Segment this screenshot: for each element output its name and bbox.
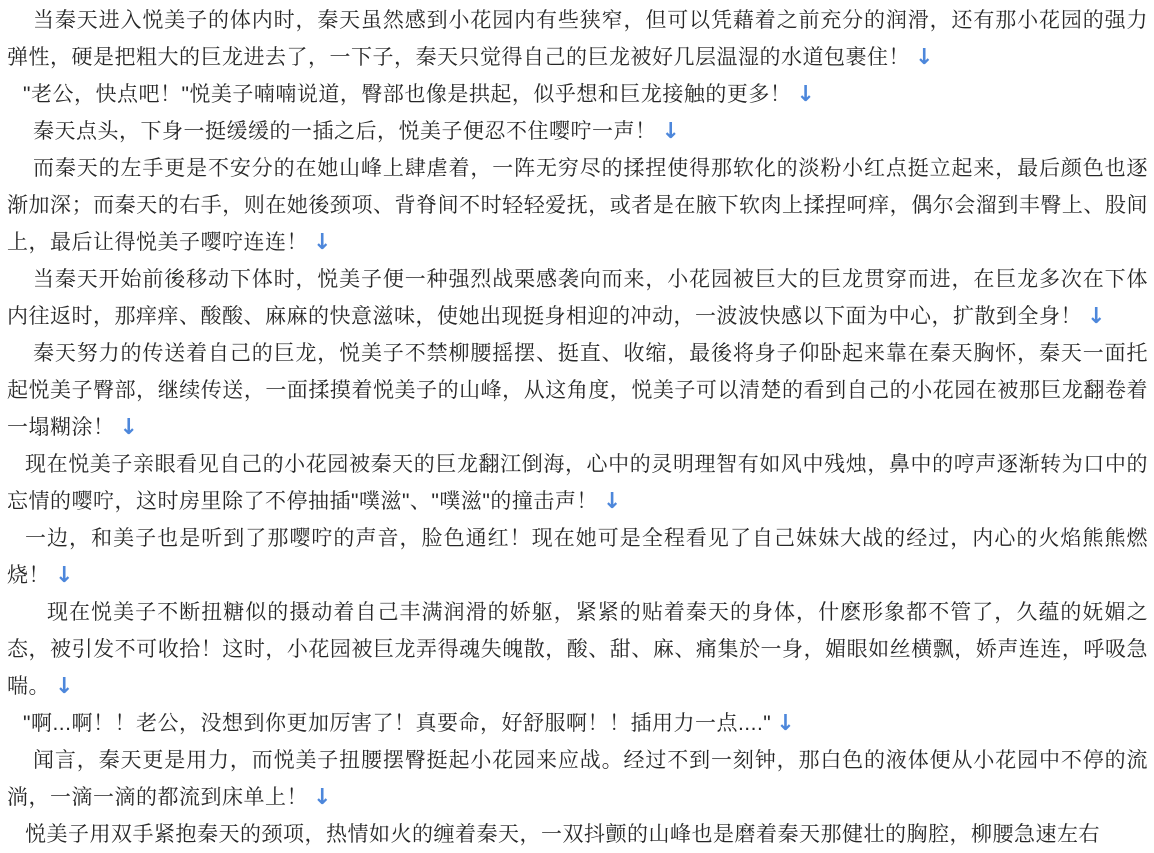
line-break-arrow-icon: ↓: [313, 785, 332, 810]
line-break-arrow-icon: ↓: [313, 230, 332, 255]
line-break-arrow-icon: ↓: [796, 82, 816, 107]
paragraph: [7, 113, 1148, 150]
paragraph-text: 当秦天进入悦美子的体内时，秦天虽然感到小花园内有些狭窄，但可以凭藉着之前充分的润滑，还有那小花园的强力弹性，硬是把粗大的巨龙进去了，一下子，秦天只觉得自己的巨龙被好几层温湿的水道包裹住！: [7, 9, 1148, 69]
paragraph-text: "老公，快点吧！"悦美子喃喃说道，臀部也像是拱起，似乎想和巨龙接触的更多！: [23, 83, 792, 106]
paragraph-text: "啊...啊！！老公，没想到你更加厉害了！真要命，好舒服啊！！插用力一点....": [23, 712, 772, 735]
paragraph: [7, 520, 1148, 594]
paragraph: [7, 742, 1148, 816]
line-break-arrow-icon: ↓: [119, 415, 139, 440]
paragraph: [7, 261, 1148, 335]
paragraph-text: 一边，和美子也是听到了那嘤咛的声音，脸色通红！现在她可是全程看见了自己妹妹大战的经过，内心的火焰熊熊燃烧！: [7, 527, 1148, 587]
line-break-arrow-icon: ↓: [661, 119, 681, 144]
paragraph-text: 悦美子用双手紧抱秦天的颈项，热情如火的缠着秦天，一双抖颤的山峰也是磨着秦天那健壮的胸腔，柳腰急速左右: [25, 823, 1100, 846]
paragraph: [7, 76, 1148, 113]
paragraph: [7, 705, 1148, 742]
paragraph: [7, 150, 1148, 261]
line-break-arrow-icon: ↓: [776, 711, 796, 736]
paragraph-text: 而秦天的左手更是不安分的在她山峰上肆虐着，一阵无穷尽的揉捏使得那软化的淡粉小红点挺立起来，最后颜色也逐渐加深；而秦天的右手，则在她後颈项、背脊间不时轻轻爱抚，或者是在腋下软肉上揉捏呵痒，偶尔会溜到丰臀上、股间上，最后让得悦美子嘤咛连连！: [7, 157, 1148, 254]
paragraph-text: 闻言，秦天更是用力，而悦美子扭腰摆臀挺起小花园来应战。经过不到一刻钟，那白色的液体便从小花园中不停的流淌，一滴一滴的都流到床单上！: [7, 749, 1148, 809]
line-break-arrow-icon: ↓: [602, 489, 622, 514]
paragraph-text: 现在悦美子不断扭糖似的摄动着自己丰满润滑的娇躯，紧紧的贴着秦天的身体，什麽形象都不管了，久蕴的妩媚之态，被引发不可收拾！这时，小花园被巨龙弄得魂失魄散，酸、甜、麻、痛集於一身，媚眼如丝横飘，娇声连连，呼吸急喘。: [7, 601, 1148, 698]
paragraph: [7, 2, 1148, 76]
line-break-arrow-icon: ↓: [915, 45, 934, 70]
paragraph-text: 秦天努力的传送着自己的巨龙，悦美子不禁柳腰摇摆、挺直、收缩，最後将身子仰卧起来靠在秦天胸怀，秦天一面托起悦美子臀部，继续传送，一面揉摸着悦美子的山峰，从这角度，悦美子可以清楚的看到自己的小花园在被那巨龙翻卷着一塌糊涂！: [7, 342, 1148, 439]
paragraph: [7, 335, 1148, 446]
paragraph-text: 当秦天开始前後移动下体时，悦美子便一种强烈战栗感袭向而来，小花园被巨大的巨龙贯穿而进，在巨龙多次在下体内往返时，那痒痒、酸酸、麻麻的快意滋味，使她出现挺身相迎的冲动，一波波快感以下面为中心，扩散到全身！: [7, 268, 1148, 328]
paragraph: [7, 446, 1148, 520]
line-break-arrow-icon: ↓: [55, 563, 74, 588]
line-break-arrow-icon: ↓: [55, 674, 74, 699]
line-break-arrow-icon: ↓: [1087, 304, 1106, 329]
paragraph: [7, 594, 1148, 705]
paragraph-text: 秦天点头，下身一挺缓缓的一插之后，悦美子便忍不住嘤咛一声！: [33, 120, 657, 143]
paragraph-text: 现在悦美子亲眼看见自己的小花园被秦天的巨龙翻江倒海，心中的灵明理智有如风中残烛，鼻中的哼声逐渐转为口中的忘情的嘤咛，这时房里除了不停抽插"噗滋"、"噗滋"的撞击声！: [7, 453, 1148, 513]
